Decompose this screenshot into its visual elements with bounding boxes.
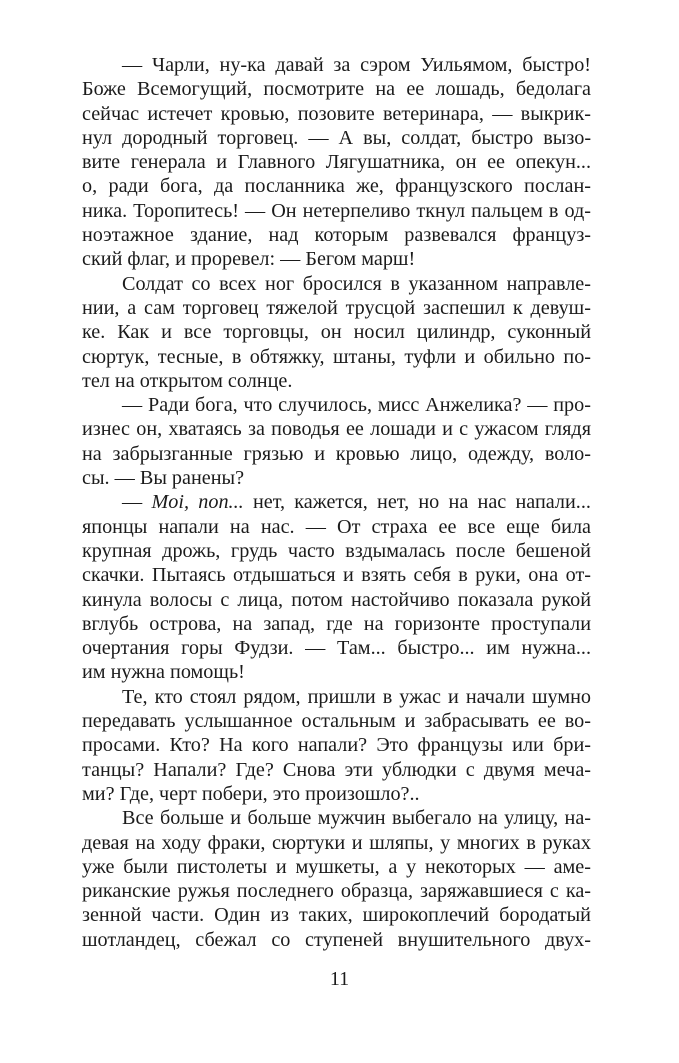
text-line: зенной части. Один из таких, широкоплечий бородатый [82,904,591,927]
text-line: им нужна помощь! [82,661,245,684]
text-line: танцы? Напали? Где? Снова эти ублюдки с двумя меча- [82,758,591,781]
text-line: на забрызганные грязью и кровью лицо, одежду, воло- [82,442,591,465]
text-line: Солдат со всех ног бросился в указанном направле- [122,272,591,295]
text-line: о, ради бога, да посланника же, французского послан- [82,175,591,198]
text-line: уже были пистолеты и мушкеты, а у некоторых — аме- [82,855,591,878]
text-line: риканские ружья последнего образца, заряжавшиеся с ка- [82,880,591,903]
text-line: просами. Кто? На кого напали? Это французы или бри- [82,734,591,757]
text-line: шотландец, сбежал со ступеней внушительного двух- [82,928,591,951]
text-line: — Ради бога, что случилось, мисс Анжелика? — про- [122,394,591,417]
text-line: девая на ходу фраки, сюртуки и шляпы, у многих в руках [82,831,591,854]
body-text [82,53,591,952]
dialogue-dash: — [122,491,143,514]
text-line: очертания горы Фудзи. — Там... быстро... им нужна... [82,637,591,660]
text-line: тел на открытом солнце. [82,369,293,392]
text-line: ский флаг, и проревел: — Бегом марш! [82,248,416,271]
text-line: изнес он, хватаясь за поводья ее лошади и с ужасом глядя [82,418,591,441]
text-line: сюртук, тесные, в обтяжку, штаны, туфли и обильно по- [82,345,591,368]
italic-phrase: Moi, non... [151,491,244,514]
text-line: японцы напали на нас. — От страха ее все еще била [82,515,591,538]
text-line: вите генерала и Главного Лягушатника, он ее опекун... [82,151,591,174]
page-number: 11 [329,968,350,990]
text-line: ми? Где, черт побери, это произошло?.. [82,782,420,805]
text-line: вглубь острова, на запад, где на горизонте проступали [82,612,591,635]
text-line: Те, кто стоял рядом, пришли в ужас и начали шумно [122,685,591,708]
text-line: передавать услышанное остальным и забрасывать ее во- [82,710,591,733]
text-line: нул дородный торговец. — А вы, солдат, быстро вызо- [82,126,591,149]
text-line: кинула волосы с лица, потом настойчиво показала рукой [82,588,591,611]
text-line: сы. — Вы ранены? [82,467,245,490]
line-text: нет, кажется, нет, но на нас напали... [252,491,591,514]
text-line: крупная дрожь, грудь часто вздымалась после бешеной [82,539,591,562]
text-line: сейчас истечет кровью, позовите ветеринара, — выкрик- [82,102,591,125]
text-line [82,490,591,514]
text-line: ноэтажное здание, над которым развевался француз- [82,224,591,247]
text-line: скачки. Пытаясь отдышаться и взять себя в руки, она от- [82,564,591,587]
text-line: — Чарли, ну-ка давай за сэром Уильямом, быстро! [122,54,591,76]
text-line: ника. Торопитесь! — Он нетерпеливо ткнул пальцем в од- [82,199,591,222]
text-line: ке. Как и все торговцы, он носил цилиндр, суконный [82,321,591,344]
text-line: Боже Всемогущий, посмотрите на ее лошадь, бедолага [82,78,591,101]
text-line: Все больше и больше мужчин выбегало на улицу, на- [122,807,591,830]
text-line: нии, а сам торговец тяжелой трусцой заспешил к девуш- [82,296,591,319]
